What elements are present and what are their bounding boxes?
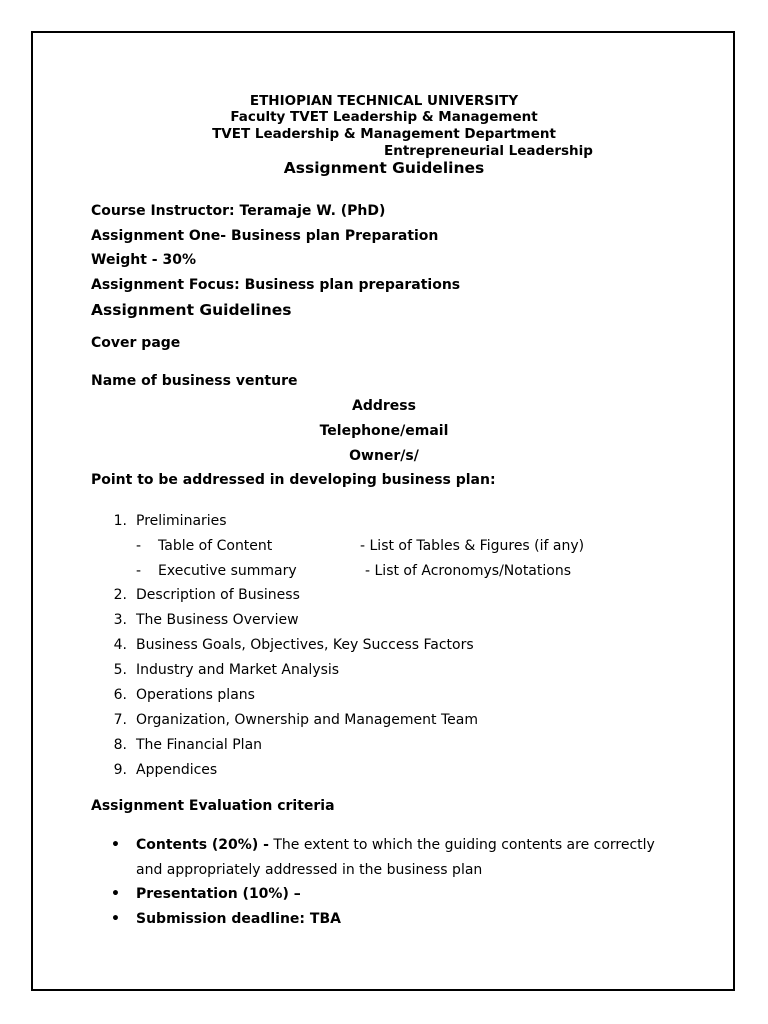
criteria-contents-label: Contents (20%) - xyxy=(136,837,269,853)
list-item-number: 7. xyxy=(113,712,127,728)
cover-page-heading: Cover page xyxy=(91,335,181,351)
list-item: The Financial Plan xyxy=(136,737,263,753)
list-item: Business Goals, Objectives, Key Success Factors xyxy=(136,637,474,653)
cover-address: Address xyxy=(352,398,416,414)
sub-item-dash: - xyxy=(136,563,142,579)
university-name: ETHIOPIAN TECHNICAL UNIVERSITY xyxy=(249,93,519,109)
faculty-name: Faculty TVET Leadership & Management xyxy=(230,109,538,125)
course-instructor: Course Instructor: Teramaje W. (PhD) xyxy=(91,203,386,219)
document-title: Assignment Guidelines xyxy=(283,159,485,177)
bullet-icon: • xyxy=(111,886,120,902)
sub-item: - List of Acronomys/Notations xyxy=(365,563,572,579)
list-item: Description of Business xyxy=(136,587,300,603)
assignment-name: Assignment One- Business plan Preparation xyxy=(91,228,439,244)
bullet-icon: • xyxy=(111,837,120,853)
course-name: Entrepreneurial Leadership xyxy=(384,143,593,159)
points-heading: Point to be addressed in developing business plan: xyxy=(91,472,496,488)
list-item-number: 3. xyxy=(113,612,127,628)
business-venture-name: Name of business venture xyxy=(91,373,298,389)
list-item: Organization, Ownership and Management Team xyxy=(136,712,478,728)
list-item: Operations plans xyxy=(136,687,255,703)
list-item-number: 4. xyxy=(113,637,127,653)
criteria-contents-continued: and appropriately addressed in the business plan xyxy=(136,862,483,878)
list-item-number: 1. xyxy=(113,513,127,529)
sub-item: - List of Tables & Figures (if any) xyxy=(360,538,585,554)
sub-item: Executive summary xyxy=(158,563,297,579)
list-item-number: 5. xyxy=(113,662,127,678)
evaluation-heading: Assignment Evaluation criteria xyxy=(91,798,335,814)
list-item: Industry and Market Analysis xyxy=(136,662,340,678)
cover-owner: Owner/s/ xyxy=(349,448,419,464)
list-item-number: 9. xyxy=(113,762,127,778)
criteria-presentation: Presentation (10%) – xyxy=(136,886,301,902)
list-item: The Business Overview xyxy=(136,612,299,628)
cover-telephone: Telephone/email xyxy=(319,423,449,439)
sub-item-dash: - xyxy=(136,538,142,554)
list-item-number: 8. xyxy=(113,737,127,753)
criteria-contents xyxy=(136,837,655,853)
guidelines-heading: Assignment Guidelines xyxy=(91,301,292,319)
list-item-number: 2. xyxy=(113,587,127,603)
assignment-focus: Assignment Focus: Business plan preparations xyxy=(91,277,461,293)
department-name: TVET Leadership & Management Department xyxy=(212,126,556,142)
list-item: Preliminaries xyxy=(136,513,227,529)
list-item-number: 6. xyxy=(113,687,127,703)
sub-item: Table of Content xyxy=(158,538,273,554)
assignment-weight: Weight - 30% xyxy=(91,252,196,268)
list-item: Appendices xyxy=(136,762,218,778)
bullet-icon: • xyxy=(111,911,120,927)
criteria-contents-text: The extent to which the guiding contents are correctly xyxy=(268,837,655,853)
submission-deadline: Submission deadline: TBA xyxy=(136,911,341,927)
